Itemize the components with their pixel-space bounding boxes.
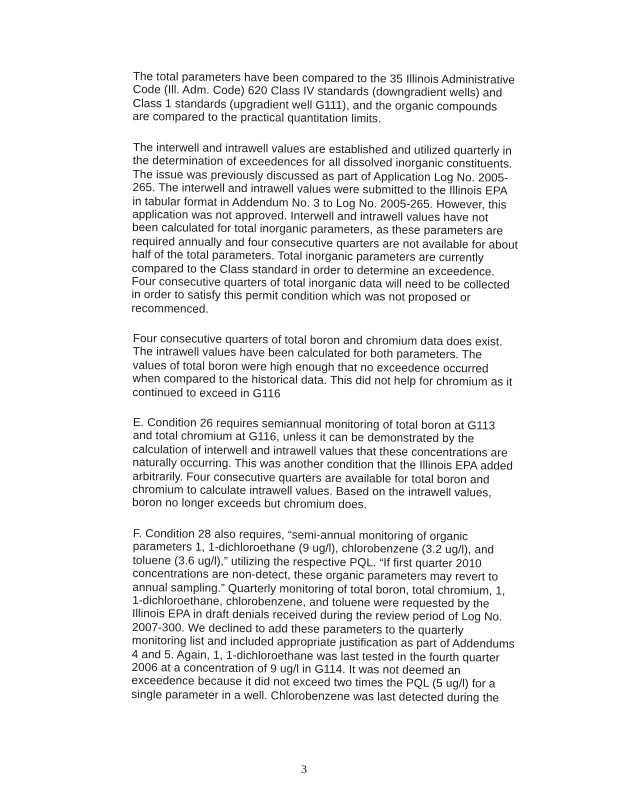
text-line: single parameter in a well. Chlorobenzene was last detected during the	[131, 687, 500, 705]
text-line: Class 1 standards (upgradient well G111), and the organic compounds	[132, 96, 498, 114]
text-line: annual sampling.” Quarterly monitoring of total boron, total chromium, 1,	[132, 580, 506, 597]
text-line: in order to satisfy this permit condition which was not proposed or	[131, 288, 471, 305]
text-line: continued to exceed in G116	[132, 385, 281, 400]
text-line: Code (Ill. Adm. Code) 620 Class IV standards (downgradient wells) and	[132, 83, 503, 100]
text-line: 1-dichloroethane, chlorobenzene, and toluene were requested by the	[132, 593, 490, 611]
paragraph-total-parameters	[132, 70, 522, 127]
text-line: concentrations are non-detect, these organic parameters may revert to	[132, 566, 499, 584]
text-line: parameters 1, 1-dichloroethane (9 ug/l), chlorobenzene (3.2 ug/l), and	[132, 540, 495, 557]
text-line: 2006 at a concentration of 9 ug/l in G114. It was not deemed an	[131, 660, 461, 677]
text-line: in tabular format in Addendum No. 3 to Log No. 2005-265. However, this	[132, 194, 507, 211]
text-line: arbitrarily. Four consecutive quarters are available for total boron and	[132, 469, 490, 486]
text-line: Four consecutive quarters of total boron and chromium data does exist.	[132, 331, 503, 349]
text-line: been calculated for total inorganic parameters, as these parameters are	[132, 221, 504, 238]
text-line: when compared to the historical data. This did not help for chromium as it	[132, 372, 513, 389]
text-line: naturally occurring. This was another condition that the Illinois EPA added	[132, 456, 513, 473]
text-line: the determination of exceedences for all dissolved inorganic constituents.	[132, 154, 513, 171]
paragraph-condition-26	[132, 416, 523, 514]
text-line: F. Condition 28 also requires, “semi-annual monitoring of organic	[132, 526, 469, 543]
text-line: recommenced.	[131, 301, 209, 316]
paragraph-condition-28	[131, 527, 523, 705]
page-number: 3	[301, 762, 307, 776]
text-line: calculation of interwell and intrawell values that these concentrations are	[132, 442, 508, 460]
text-line: 2007-300. We declined to add these parameters to the quarterly	[131, 620, 464, 637]
text-line: half of the total parameters. Total inorganic parameters are currently	[131, 247, 484, 265]
text-line: compared to the Class standard in order to determine an exceedence.	[131, 261, 495, 278]
text-line: toluene (3.6 ug/l),” utilizing the respective PQL. “If first quarter 2010	[132, 553, 482, 570]
text-line: The intrawell values have been calculated for both parameters. The	[132, 345, 483, 362]
paragraph-interwell-intrawell	[131, 141, 523, 319]
text-line: values of total boron were high enough that no exceedence occurred	[132, 358, 489, 376]
text-line: application was not approved. Interwell and intrawell values have not	[132, 207, 489, 225]
text-line: 265. The interwell and intrawell values were submitted to the Illinois EPA	[132, 180, 508, 198]
text-line: required annually and four consecutive quarters are not available for about	[131, 234, 519, 252]
text-line: are compared to the practical quantitation limits.	[132, 110, 382, 126]
text-line: 4 and 5. Again, 1, 1-dichloroethane was last tested in the fourth quarter	[131, 647, 500, 664]
body-text	[133, 70, 523, 718]
text-line: E. Condition 26 requires semiannual monitoring of total boron at G113	[132, 415, 496, 433]
text-line: The total parameters have been compared to the 35 Illinois Administrative	[132, 70, 515, 87]
text-line: Illinois EPA in draft denials received during the review period of Log No.	[132, 607, 503, 624]
text-line: and total chromium at G116, unless it can be demonstrated by the	[132, 429, 475, 446]
text-line: Four consecutive quarters of total inorganic data will need to be collected	[131, 274, 510, 292]
text-line: chromium to calculate intrawell values. Based on the intrawell values,	[132, 482, 492, 500]
text-line: boron no longer exceeds but chromium does.	[132, 496, 367, 512]
text-line: The issue was previously discussed as part of Application Log No. 2005-	[132, 167, 509, 185]
text-line: The interwell and intrawell values are established and utilized quarterly in	[132, 140, 512, 158]
text-line: exceedence because it did not exceed two times the PQL (5 ug/l) for a	[131, 674, 496, 691]
text-line: monitoring list and included appropriate justification as part of Addendums	[131, 634, 515, 651]
paragraph-boron-chromium	[132, 332, 523, 403]
